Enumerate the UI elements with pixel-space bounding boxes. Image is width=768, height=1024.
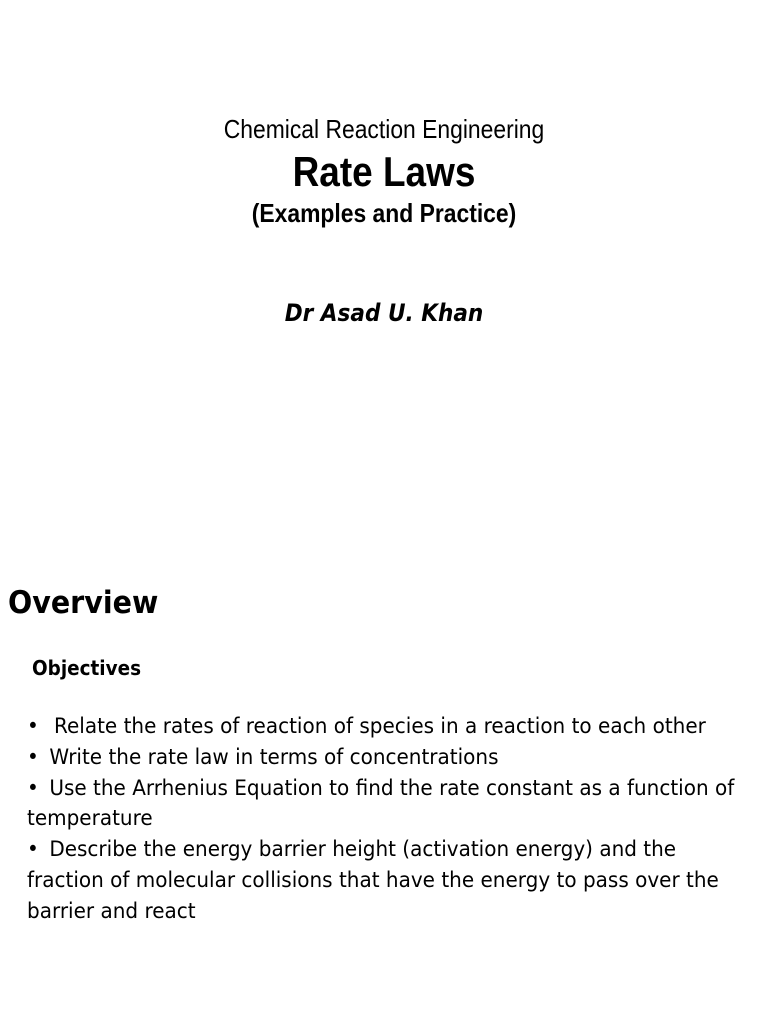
list-item [27,743,757,774]
slide-subtitle: (Examples and Practice) [251,198,517,228]
objective-text: Relate the rates of reaction of species in a reaction to each other [53,714,706,739]
overview-heading: Overview [8,585,159,621]
author-name: Dr Asad U. Khan [284,299,484,327]
list-item [27,712,757,743]
bullet-icon: • [27,744,39,770]
bullet-icon: • [27,714,39,739]
bullet-icon: • [27,775,39,801]
overview-slide [0,560,768,1024]
bullet-icon: • [27,837,39,863]
list-item [27,835,757,927]
objectives-list [27,712,757,928]
objective-text: Write the rate law in terms of concentrations [49,744,499,770]
objective-text: Use the Arrhenius Equation to find the rate constant as a function of temperature [27,775,735,832]
list-item [27,774,757,836]
course-title: Chemical Reaction Engineering [223,114,545,144]
objective-text: Describe the energy barrier height (activation energy) and the fraction of molecular collisions that have the energy to pass over the barrier and react [27,837,719,924]
slide-title: Rate Laws [292,148,476,195]
objectives-label: Objectives [32,656,142,680]
